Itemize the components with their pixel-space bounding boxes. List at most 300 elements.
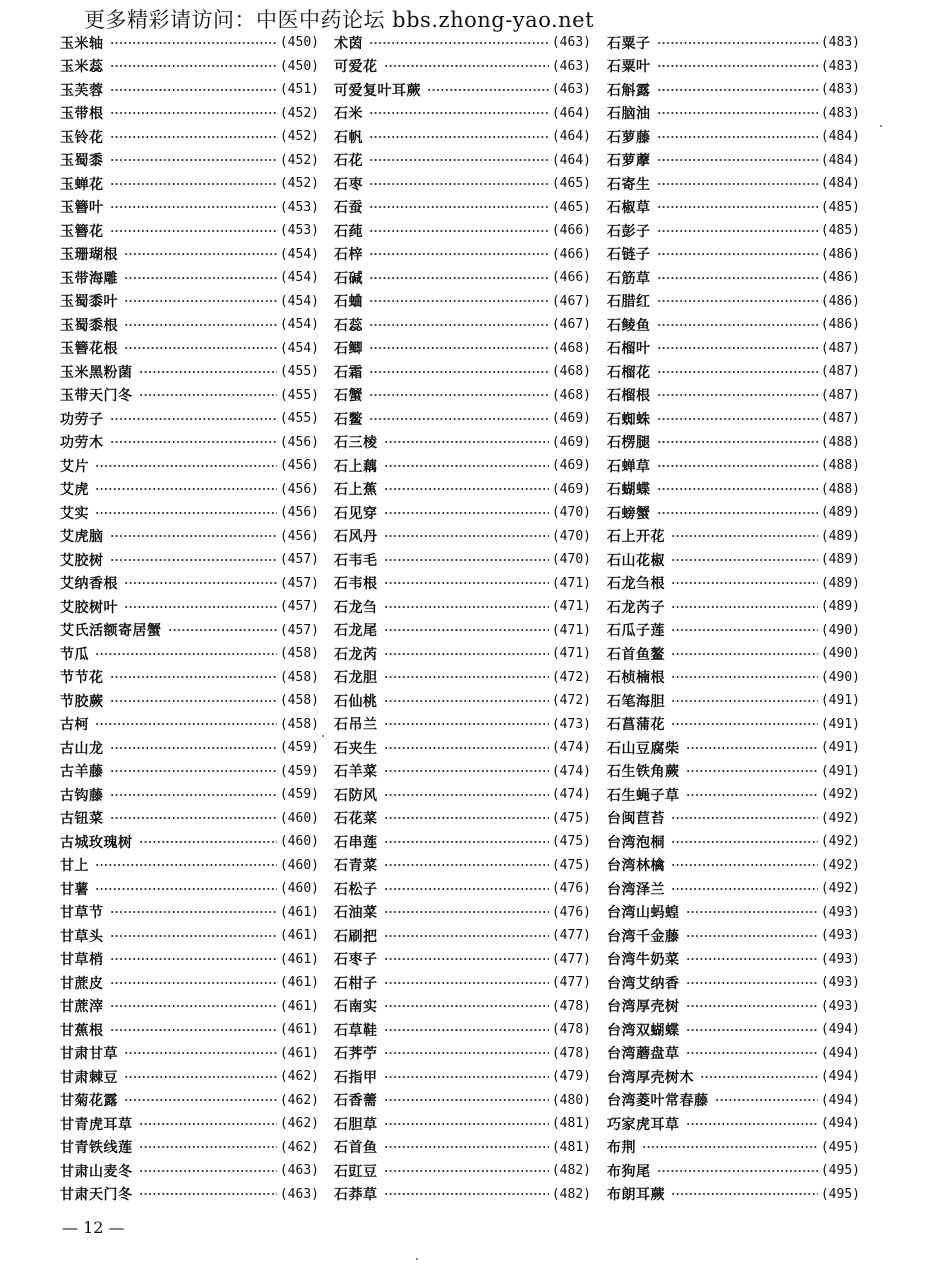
index-entry	[60, 266, 319, 290]
dot-leader	[369, 418, 549, 420]
dot-leader	[686, 911, 818, 913]
dot-leader	[369, 324, 549, 326]
index-entry	[334, 525, 591, 549]
dot-leader	[139, 1146, 277, 1148]
entry-page: (472)	[551, 693, 591, 709]
entry-page: (471)	[551, 622, 591, 638]
index-entry	[607, 31, 860, 55]
entry-name: 石草鞋	[334, 1022, 378, 1039]
entry-name: 艾胶树叶	[60, 599, 118, 616]
dot-leader	[95, 723, 277, 725]
index-entry	[60, 313, 319, 337]
index-entry	[607, 149, 860, 173]
index-entry	[60, 149, 319, 173]
dot-leader	[657, 230, 818, 232]
entry-name: 石脑油	[607, 106, 651, 123]
dot-leader	[686, 982, 818, 984]
index-entry	[60, 1042, 319, 1066]
dot-leader	[124, 1052, 277, 1054]
entry-page: (471)	[551, 646, 591, 662]
entry-page: (470)	[551, 505, 591, 521]
entry-name: 石松子	[334, 881, 378, 898]
entry-page: (468)	[551, 340, 591, 356]
entry-page: (472)	[551, 669, 591, 685]
entry-name: 玉蜀黍	[60, 153, 104, 170]
index-entry	[334, 830, 591, 854]
entry-name: 石蚕	[334, 200, 363, 217]
entry-name: 艾胶树	[60, 552, 104, 569]
entry-page: (475)	[551, 810, 591, 826]
entry-name: 艾虎脑	[60, 529, 104, 546]
index-column-right	[607, 31, 860, 1206]
dot-leader	[384, 1170, 549, 1172]
index-entry	[334, 713, 591, 737]
entry-name: 石楞腿	[607, 435, 651, 452]
entry-name: 艾片	[60, 458, 89, 475]
entry-page: (489)	[820, 575, 860, 591]
dot-leader	[671, 864, 818, 866]
entry-name: 玉芙蓉	[60, 82, 104, 99]
index-entry	[334, 642, 591, 666]
entry-page: (458)	[279, 716, 319, 732]
entry-page: (460)	[279, 857, 319, 873]
dot-leader	[369, 277, 549, 279]
index-entry	[334, 1018, 591, 1042]
entry-page: (453)	[279, 223, 319, 239]
entry-name: 石上藕	[334, 458, 378, 475]
entry-name: 台湾牛奶菜	[607, 952, 680, 969]
entry-page: (478)	[551, 998, 591, 1014]
index-entry	[607, 736, 860, 760]
index-entry	[60, 1136, 319, 1160]
index-entry	[334, 454, 591, 478]
index-entry	[60, 924, 319, 948]
dot-leader	[657, 183, 818, 185]
dot-leader	[110, 982, 277, 984]
entry-name: 甘蔗滓	[60, 999, 104, 1016]
dot-leader	[369, 300, 549, 302]
entry-name: 石龙胆	[334, 670, 378, 687]
entry-name: 甘青虎耳草	[60, 1116, 133, 1133]
entry-page: (481)	[551, 1139, 591, 1155]
dot-leader	[427, 89, 549, 91]
dot-leader	[95, 653, 277, 655]
entry-page: (471)	[551, 575, 591, 591]
dot-leader	[139, 1170, 277, 1172]
dot-leader	[671, 1193, 818, 1195]
dot-leader	[110, 441, 277, 443]
entry-page: (454)	[279, 293, 319, 309]
entry-name: 玉铃花	[60, 129, 104, 146]
dot-leader	[384, 700, 549, 702]
entry-page: (486)	[820, 270, 860, 286]
entry-name: 石龙刍根	[607, 576, 665, 593]
index-entry	[607, 619, 860, 643]
dot-leader	[657, 253, 818, 255]
index-entry	[607, 1042, 860, 1066]
dot-leader	[369, 253, 549, 255]
entry-name: 石鲮鱼	[607, 317, 651, 334]
index-entry	[607, 1112, 860, 1136]
entry-name: 石筋草	[607, 270, 651, 287]
entry-page: (452)	[279, 129, 319, 145]
entry-page: (489)	[820, 505, 860, 521]
dot-leader	[686, 794, 818, 796]
index-entry	[60, 1183, 319, 1207]
dot-leader	[384, 982, 549, 984]
entry-page: (462)	[279, 1069, 319, 1085]
index-entry	[60, 1018, 319, 1042]
entry-page: (495)	[820, 1186, 860, 1202]
index-entry	[334, 431, 591, 455]
entry-name: 甘蕉根	[60, 1022, 104, 1039]
index-entry	[607, 290, 860, 314]
entry-page: (475)	[551, 857, 591, 873]
dot-leader	[369, 159, 549, 161]
dot-leader	[110, 958, 277, 960]
entry-name: 石见穿	[334, 505, 378, 522]
index-entry	[607, 689, 860, 713]
dot-leader	[657, 465, 818, 467]
entry-name: 石蛐	[334, 294, 363, 311]
entry-name: 石枣子	[334, 952, 378, 969]
entry-name: 石鲫	[334, 341, 363, 358]
dot-leader	[657, 136, 818, 138]
index-entry	[60, 454, 319, 478]
dot-leader	[671, 629, 818, 631]
entry-page: (491)	[820, 716, 860, 732]
index-entry	[60, 760, 319, 784]
entry-page: (461)	[279, 928, 319, 944]
index-entry	[607, 525, 860, 549]
dot-leader	[700, 1076, 818, 1078]
dot-leader	[671, 723, 818, 725]
dot-leader	[110, 112, 277, 114]
entry-page: (465)	[551, 199, 591, 215]
index-entry	[60, 595, 319, 619]
entry-page: (454)	[279, 317, 319, 333]
entry-name: 台闽苣苔	[607, 811, 665, 828]
index-entry	[334, 102, 591, 126]
dot-leader	[139, 841, 277, 843]
entry-page: (489)	[820, 552, 860, 568]
dot-leader	[110, 42, 277, 44]
entry-name: 甘青铁线莲	[60, 1140, 133, 1157]
index-entry	[334, 478, 591, 502]
index-entry	[607, 454, 860, 478]
dot-leader	[671, 559, 818, 561]
index-entry	[607, 713, 860, 737]
dot-leader	[384, 559, 549, 561]
index-entry	[60, 525, 319, 549]
index-entry	[60, 478, 319, 502]
entry-name: 石指甲	[334, 1069, 378, 1086]
index-entry	[607, 548, 860, 572]
entry-name: 巧家虎耳草	[607, 1116, 680, 1133]
index-entry	[60, 995, 319, 1019]
entry-name: 石上开花	[607, 529, 665, 546]
entry-name: 台湾厚壳树	[607, 999, 680, 1016]
entry-name: 玉带根	[60, 106, 104, 123]
entry-name: 石夹生	[334, 740, 378, 757]
entry-page: (461)	[279, 951, 319, 967]
entry-page: (454)	[279, 246, 319, 262]
entry-page: (464)	[551, 105, 591, 121]
dot-leader	[657, 159, 818, 161]
entry-page: (495)	[820, 1163, 860, 1179]
entry-page: (452)	[279, 152, 319, 168]
entry-name: 玉米蕊	[60, 59, 104, 76]
entry-page: (452)	[279, 105, 319, 121]
index-entry	[607, 1089, 860, 1113]
dot-leader	[139, 1193, 277, 1195]
index-entry	[334, 689, 591, 713]
entry-page: (490)	[820, 646, 860, 662]
entry-name: 甘草节	[60, 905, 104, 922]
index-entry	[60, 102, 319, 126]
entry-page: (478)	[551, 1022, 591, 1038]
index-entry	[607, 572, 860, 596]
page-number: — 12 —	[62, 1218, 125, 1237]
dot-leader	[95, 488, 277, 490]
entry-name: 玉蜀黍叶	[60, 294, 118, 311]
entry-name: 石莼	[334, 223, 363, 240]
entry-page: (455)	[279, 364, 319, 380]
entry-name: 功劳子	[60, 411, 104, 428]
entry-name: 石青菜	[334, 858, 378, 875]
entry-page: (457)	[279, 622, 319, 638]
entry-name: 石吊兰	[334, 717, 378, 734]
index-entry	[334, 995, 591, 1019]
index-entry	[607, 1018, 860, 1042]
index-entry	[60, 689, 319, 713]
dot-leader	[124, 277, 277, 279]
entry-name: 石米	[334, 106, 363, 123]
dot-leader	[124, 324, 277, 326]
entry-page: (461)	[279, 1022, 319, 1038]
entry-page: (492)	[820, 857, 860, 873]
entry-page: (489)	[820, 528, 860, 544]
index-entry	[60, 642, 319, 666]
dot-leader	[686, 1029, 818, 1031]
index-entry	[334, 877, 591, 901]
index-entry	[334, 548, 591, 572]
index-entry	[607, 1183, 860, 1207]
entry-name: 功劳木	[60, 435, 104, 452]
dot-leader	[384, 1099, 549, 1101]
entry-page: (474)	[551, 740, 591, 756]
dot-leader	[384, 653, 549, 655]
entry-page: (486)	[820, 246, 860, 262]
entry-name: 甘肃甘草	[60, 1046, 118, 1063]
entry-name: 节胶蕨	[60, 693, 104, 710]
entry-page: (488)	[820, 434, 860, 450]
entry-name: 甘草头	[60, 928, 104, 945]
dot-leader	[384, 935, 549, 937]
entry-name: 石山豆腐柴	[607, 740, 680, 757]
dot-leader	[384, 864, 549, 866]
entry-name: 甘肃棘豆	[60, 1069, 118, 1086]
entry-page: (464)	[551, 152, 591, 168]
index-entry	[334, 313, 591, 337]
entry-name: 石龙尾	[334, 623, 378, 640]
entry-name: 甘草梢	[60, 952, 104, 969]
dot-leader	[384, 488, 549, 490]
entry-page: (467)	[551, 317, 591, 333]
entry-page: (484)	[820, 129, 860, 145]
entry-name: 石榴花	[607, 364, 651, 381]
dot-leader	[95, 465, 277, 467]
entry-page: (466)	[551, 270, 591, 286]
entry-page: (468)	[551, 364, 591, 380]
entry-page: (455)	[279, 387, 319, 403]
entry-name: 台湾泡桐	[607, 834, 665, 851]
index-column-middle	[334, 31, 591, 1206]
entry-page: (454)	[279, 270, 319, 286]
dot-leader	[384, 65, 549, 67]
entry-page: (452)	[279, 176, 319, 192]
entry-page: (487)	[820, 387, 860, 403]
entry-page: (478)	[551, 1045, 591, 1061]
index-entry	[60, 78, 319, 102]
index-entry	[607, 924, 860, 948]
entry-name: 玉米黑粉菌	[60, 364, 133, 381]
index-entry	[60, 290, 319, 314]
dot-leader	[657, 1170, 818, 1172]
entry-page: (493)	[820, 975, 860, 991]
entry-page: (491)	[820, 740, 860, 756]
entry-page: (477)	[551, 975, 591, 991]
entry-name: 石花	[334, 153, 363, 170]
entry-name: 古钮菜	[60, 811, 104, 828]
dot-leader	[657, 277, 818, 279]
dot-leader	[369, 206, 549, 208]
index-entry	[334, 78, 591, 102]
dot-leader	[95, 864, 277, 866]
entry-page: (482)	[551, 1186, 591, 1202]
dot-leader	[384, 794, 549, 796]
scan-speck	[322, 735, 324, 737]
entry-page: (490)	[820, 622, 860, 638]
index-entry	[60, 243, 319, 267]
dot-leader	[384, 1052, 549, 1054]
index-entry	[334, 149, 591, 173]
dot-leader	[110, 676, 277, 678]
index-entry	[60, 384, 319, 408]
index-entry	[60, 501, 319, 525]
index-entry	[607, 760, 860, 784]
entry-page: (455)	[279, 411, 319, 427]
index-entry	[334, 337, 591, 361]
entry-name: 石菖蒲花	[607, 717, 665, 734]
index-entry	[334, 1136, 591, 1160]
index-entry	[607, 313, 860, 337]
scan-speck	[416, 1258, 418, 1260]
index-entry	[60, 431, 319, 455]
index-entry	[334, 1065, 591, 1089]
index-entry	[334, 666, 591, 690]
entry-name: 石韦根	[334, 576, 378, 593]
index-entry	[60, 1159, 319, 1183]
dot-leader	[110, 700, 277, 702]
entry-page: (473)	[551, 716, 591, 732]
entry-name: 石油菜	[334, 905, 378, 922]
dot-leader	[139, 371, 277, 373]
entry-page: (463)	[551, 35, 591, 51]
dot-leader	[369, 394, 549, 396]
index-entry	[334, 807, 591, 831]
dot-leader	[657, 488, 818, 490]
entry-name: 台湾艾纳香	[607, 975, 680, 992]
entry-name: 艾纳香根	[60, 576, 118, 593]
dot-leader	[124, 300, 277, 302]
index-entry	[60, 830, 319, 854]
entry-page: (493)	[820, 928, 860, 944]
index-entry	[60, 172, 319, 196]
dot-leader	[657, 42, 818, 44]
index-entry	[607, 478, 860, 502]
entry-page: (494)	[820, 1116, 860, 1132]
entry-name: 玉蝉花	[60, 176, 104, 193]
dot-leader	[686, 1005, 818, 1007]
entry-page: (459)	[279, 740, 319, 756]
dot-leader	[110, 935, 277, 937]
index-entry	[60, 219, 319, 243]
dot-leader	[657, 206, 818, 208]
index-entry	[607, 55, 860, 79]
entry-page: (488)	[820, 481, 860, 497]
entry-page: (463)	[279, 1163, 319, 1179]
index-entry	[334, 1159, 591, 1183]
dot-leader	[139, 1123, 277, 1125]
entry-name: 玉带海雕	[60, 270, 118, 287]
entry-page: (492)	[820, 787, 860, 803]
dot-leader	[384, 723, 549, 725]
entry-page: (450)	[279, 58, 319, 74]
dot-leader	[384, 676, 549, 678]
entry-name: 玉簪叶	[60, 200, 104, 217]
entry-name: 甘蔗皮	[60, 975, 104, 992]
entry-page: (460)	[279, 834, 319, 850]
entry-page: (470)	[551, 528, 591, 544]
entry-name: 石仙桃	[334, 693, 378, 710]
dot-leader	[369, 136, 549, 138]
dot-leader	[384, 747, 549, 749]
dot-leader	[110, 747, 277, 749]
dot-leader	[110, 1005, 277, 1007]
index-entry	[334, 196, 591, 220]
index-entry	[607, 102, 860, 126]
entry-page: (494)	[820, 1022, 860, 1038]
dot-leader	[384, 1076, 549, 1078]
dot-leader	[384, 911, 549, 913]
entry-name: 石胆草	[334, 1116, 378, 1133]
entry-page: (468)	[551, 387, 591, 403]
dot-leader	[657, 112, 818, 114]
dot-leader	[384, 888, 549, 890]
entry-name: 石生铁角蕨	[607, 764, 680, 781]
dot-leader	[124, 1076, 277, 1078]
entry-page: (469)	[551, 458, 591, 474]
entry-name: 甘肃天门冬	[60, 1187, 133, 1204]
entry-page: (460)	[279, 810, 319, 826]
dot-leader	[124, 606, 277, 608]
entry-page: (456)	[279, 434, 319, 450]
entry-name: 玉带天门冬	[60, 388, 133, 405]
entry-page: (463)	[279, 1186, 319, 1202]
dot-leader	[95, 512, 277, 514]
index-entry	[607, 1159, 860, 1183]
